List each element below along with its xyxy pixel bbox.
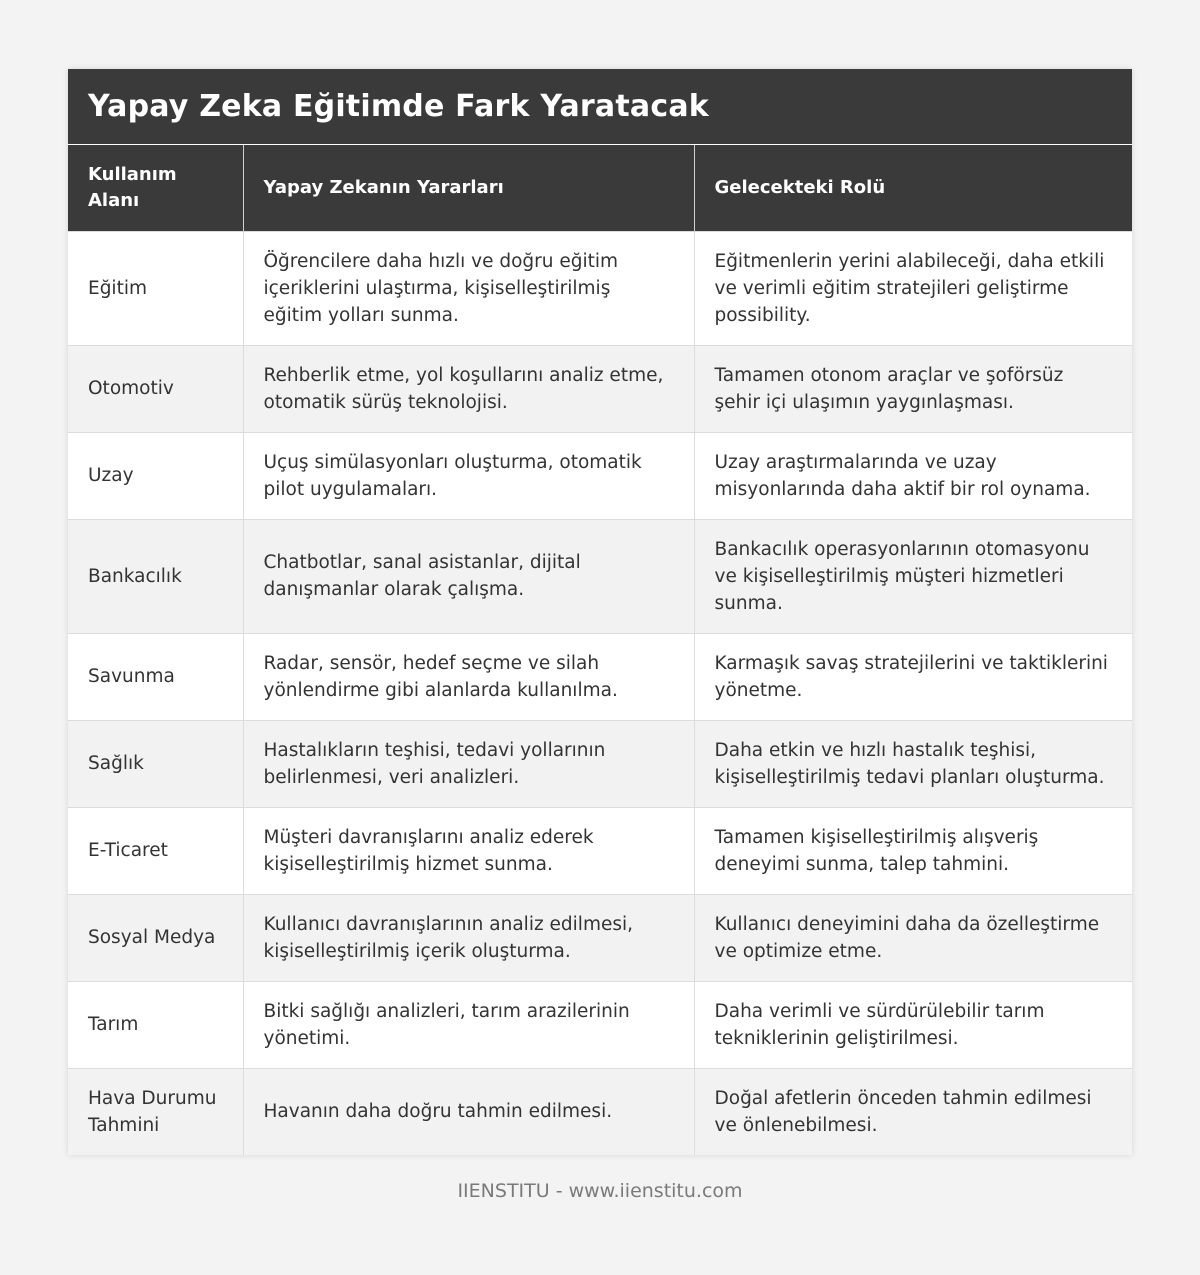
cell-future-role: Doğal afetlerin önceden tahmin edilmesi ve önlenebilmesi. <box>694 1068 1132 1155</box>
cell-usage-area: Eğitim <box>68 231 243 345</box>
table-row <box>68 432 1132 519</box>
cell-benefits: Müşteri davranışlarını analiz ederek kişiselleştirilmiş hizmet sunma. <box>243 807 694 894</box>
column-header-benefits: Yapay Zekanın Yararları <box>243 145 694 231</box>
column-header-future-role: Gelecekteki Rolü <box>694 145 1132 231</box>
cell-benefits: Hastalıkların teşhisi, tedavi yollarının belirlenmesi, veri analizleri. <box>243 720 694 807</box>
table-title: Yapay Zeka Eğitimde Fark Yaratacak <box>88 89 709 124</box>
table-row <box>68 807 1132 894</box>
cell-usage-area: E-Ticaret <box>68 807 243 894</box>
cell-usage-area: Tarım <box>68 981 243 1068</box>
cell-future-role: Bankacılık operasyonlarının otomasyonu ve kişiselleştirilmiş müşteri hizmetleri sunma. <box>694 519 1132 633</box>
table-row <box>68 633 1132 720</box>
cell-usage-area: Sosyal Medya <box>68 894 243 981</box>
cell-benefits: Rehberlik etme, yol koşullarını analiz etme, otomatik sürüş teknolojisi. <box>243 345 694 432</box>
table-card <box>68 69 1132 1155</box>
cell-benefits: Kullanıcı davranışlarının analiz edilmesi, kişiselleştirilmiş içerik oluşturma. <box>243 894 694 981</box>
cell-usage-area: Otomotiv <box>68 345 243 432</box>
cell-benefits: Chatbotlar, sanal asistanlar, dijital danışmanlar olarak çalışma. <box>243 519 694 633</box>
cell-future-role: Kullanıcı deneyimini daha da özelleştirme ve optimize etme. <box>694 894 1132 981</box>
cell-usage-area: Bankacılık <box>68 519 243 633</box>
cell-benefits: Uçuş simülasyonları oluşturma, otomatik pilot uygulamaları. <box>243 432 694 519</box>
data-table <box>68 145 1132 1155</box>
cell-benefits: Öğrencilere daha hızlı ve doğru eğitim içeriklerini ulaştırma, kişiselleştirilmiş eğitim yolları sunma. <box>243 231 694 345</box>
cell-future-role: Tamamen otonom araçlar ve şoförsüz şehir içi ulaşımın yaygınlaşması. <box>694 345 1132 432</box>
header-row <box>68 145 1132 231</box>
cell-benefits: Bitki sağlığı analizleri, tarım arazilerinin yönetimi. <box>243 981 694 1068</box>
cell-future-role: Daha verimli ve sürdürülebilir tarım tekniklerinin geliştirilmesi. <box>694 981 1132 1068</box>
table-row <box>68 981 1132 1068</box>
cell-usage-area: Uzay <box>68 432 243 519</box>
table-row <box>68 345 1132 432</box>
cell-usage-area: Sağlık <box>68 720 243 807</box>
cell-benefits: Havanın daha doğru tahmin edilmesi. <box>243 1068 694 1155</box>
table-row <box>68 720 1132 807</box>
cell-usage-area: Savunma <box>68 633 243 720</box>
cell-future-role: Tamamen kişiselleştirilmiş alışveriş deneyimi sunma, talep tahmini. <box>694 807 1132 894</box>
cell-benefits: Radar, sensör, hedef seçme ve silah yönlendirme gibi alanlarda kullanılma. <box>243 633 694 720</box>
title-bar <box>68 69 1132 145</box>
cell-future-role: Karmaşık savaş stratejilerini ve taktiklerini yönetme. <box>694 633 1132 720</box>
footer-credit: IIENSTITU - www.iienstitu.com <box>457 1180 743 1202</box>
cell-usage-area: Hava Durumu Tahmini <box>68 1068 243 1155</box>
table-row <box>68 231 1132 345</box>
cell-future-role: Eğitmenlerin yerini alabileceği, daha etkili ve verimli eğitim stratejileri geliştirme possibility. <box>694 231 1132 345</box>
table-row <box>68 894 1132 981</box>
cell-future-role: Daha etkin ve hızlı hastalık teşhisi, kişiselleştirilmiş tedavi planları oluşturma. <box>694 720 1132 807</box>
table-row <box>68 519 1132 633</box>
column-header-usage-area: Kullanım Alanı <box>68 145 243 231</box>
cell-future-role: Uzay araştırmalarında ve uzay misyonlarında daha aktif bir rol oynama. <box>694 432 1132 519</box>
table-row <box>68 1068 1132 1155</box>
